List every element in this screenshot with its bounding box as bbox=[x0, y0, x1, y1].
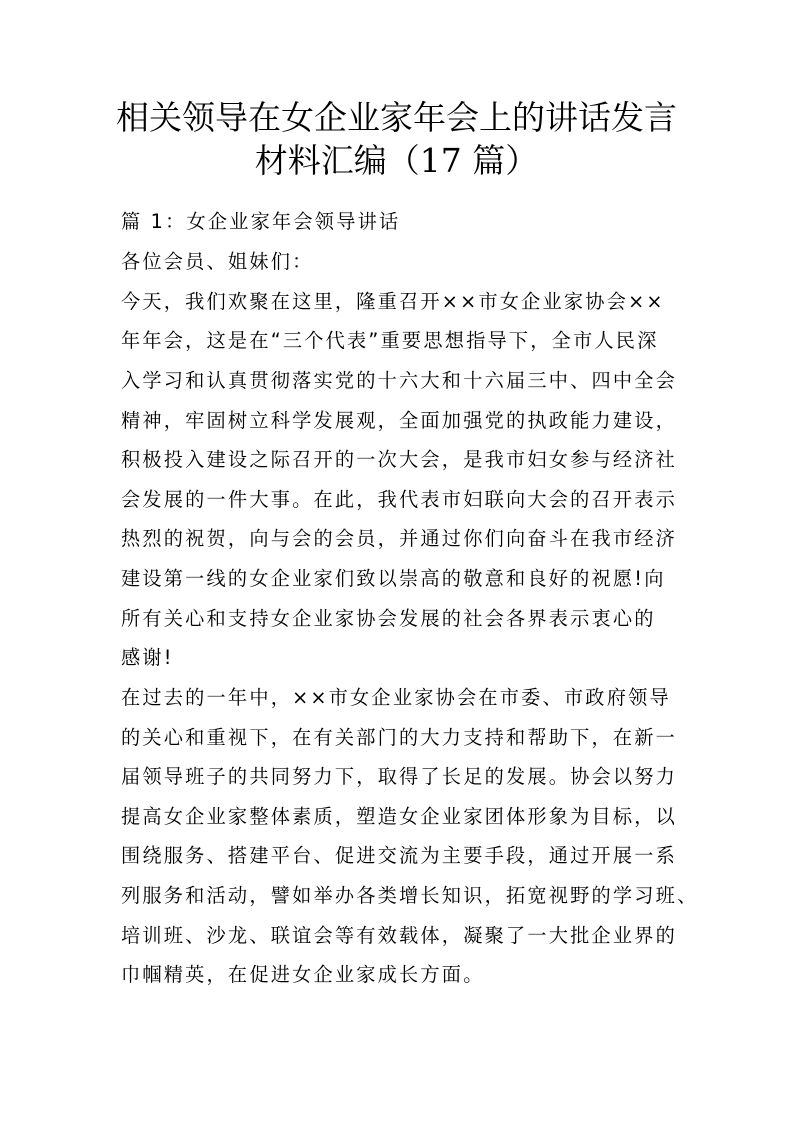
body-line: 精神，牢固树立科学发展观，全面加强党的执政能力建设， bbox=[121, 409, 678, 432]
document-title-line-1: 相关领导在女企业家年会上的讲话发言 bbox=[116, 98, 677, 137]
body-line: 在过去的一年中，××市女企业家协会在市委、市政府领导 bbox=[121, 686, 671, 709]
salutation: 各位会员、姐妹们： bbox=[121, 250, 314, 273]
body-line: 入学习和认真贯彻落实党的十六大和十六届三中、四中全会 bbox=[121, 369, 678, 392]
body-line: 今天，我们欢聚在这里，隆重召开××市女企业家协会×× bbox=[121, 290, 665, 313]
body-line: 建设第一线的女企业家们致以崇高的敬意和良好的祝愿!向 bbox=[121, 567, 666, 590]
body-line: 的关心和重视下，在有关部门的大力支持和帮助下，在新一 bbox=[121, 726, 678, 749]
body-line: 提高女企业家整体素质，塑造女企业家团体形象为目标，以 bbox=[121, 805, 678, 828]
body-line: 巾帼精英，在促进女企业家成长方面。 bbox=[121, 963, 485, 986]
body-line: 感谢! bbox=[121, 646, 174, 669]
body-line: 培训班、沙龙、联谊会等有效载体，凝聚了一大批企业界的 bbox=[121, 924, 678, 947]
body-line: 列服务和活动，譬如举办各类增长知识，拓宽视野的学习班、 bbox=[121, 884, 699, 907]
body-line: 围绕服务、搭建平台、促进交流为主要手段，通过开展一系 bbox=[121, 844, 678, 867]
body-line: 届领导班子的共同努力下，取得了长足的发展。协会以努力 bbox=[121, 765, 678, 788]
body-line: 年年会，这是在“三个代表”重要思想指导下，全市人民深 bbox=[121, 329, 659, 352]
document-title-line-2: 材料汇编（17 篇） bbox=[254, 141, 539, 180]
body-line: 积极投入建设之际召开的一次大会，是我市妇女参与经济社 bbox=[121, 448, 678, 471]
body-line: 所有关心和支持女企业家协会发展的社会各界表示衷心的 bbox=[121, 607, 656, 630]
body-line: 会发展的一件大事。在此，我代表市妇联向大会的召开表示 bbox=[121, 488, 678, 511]
section-heading: 篇 1：女企业家年会领导讲话 bbox=[121, 210, 401, 233]
body-line: 热烈的祝贺，向与会的会员，并通过你们向奋斗在我市经济 bbox=[121, 527, 678, 550]
